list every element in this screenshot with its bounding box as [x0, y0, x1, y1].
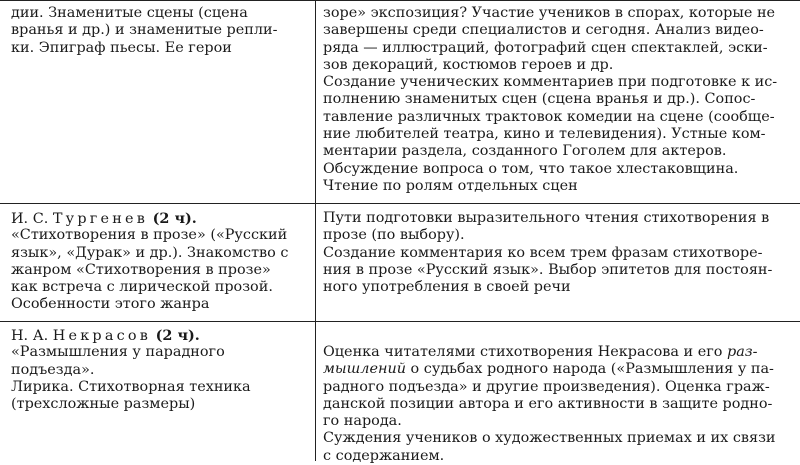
row2-left-line: язык», «Дурак» и др.). Знакомство с [11, 244, 289, 261]
author-heading [11, 327, 251, 344]
row1-right-line: Обсуждение вопроса о том, что такое хлестаковщина. [323, 160, 739, 177]
row2-left-line: Особенности этого жанра [11, 296, 210, 313]
row1-left-line: вранья и др.) и знаменитые репли- [11, 22, 278, 39]
row3-right-line: Суждения учеников о художественных приемах и их связи [323, 430, 776, 447]
author-heading [11, 210, 288, 227]
table-top-rule [0, 0, 800, 1]
row1-right-line: зоре» экспозиция? Участие учеников в спорах, которые не [323, 5, 776, 21]
row3-right-line [323, 344, 776, 361]
hours-label: (2 ч). [155, 327, 200, 344]
row-divider-2 [0, 321, 800, 322]
row1-left-line: дии. Знаменитые сцены (сцена [11, 5, 248, 21]
row-divider-1 [0, 203, 800, 204]
row1-right-line: зов декораций, костюмов героев и др. [323, 56, 614, 73]
row1-right-cell [323, 5, 777, 195]
row2-right-line: прозе (по выбору). [323, 227, 465, 244]
row2-left-line: жанром «Стихотворения в прозе» [11, 261, 271, 278]
row1-right-line: завершены среди специалистов и сегодня. Анализ видео- [323, 22, 764, 39]
row3-right-cell [323, 344, 776, 465]
row1-right-line: ряда — иллюстраций, фотографий сцен спектаклей, эски- [323, 39, 768, 56]
row2-right-line: ния в прозе «Русский язык». Выбор эпитетов для постоян- [323, 261, 773, 278]
row1-left-line: ки. Эпиграф пьесы. Ее герои [11, 39, 232, 56]
row3-left-line: Лирика. Стихотворная техника [11, 378, 251, 395]
row1-right-line: тавление различных трактовок комедии на сцене (сообще- [323, 108, 775, 125]
row3-left-line: «Размышления у парадного [11, 344, 225, 361]
row2-right-line: Создание комментария ко всем трем фразам стихотворе- [323, 244, 763, 261]
row3-italic-text: раз- [727, 344, 758, 360]
author-surname: Некрасов [52, 328, 152, 344]
row3-left-line: подъезда». [11, 361, 95, 378]
row1-right-line: полнению знаменитых сцен (сцена вранья и др.). Сопос- [323, 91, 756, 108]
row2-right-line: Пути подготовки выразительного чтения стихотворения в [323, 210, 770, 226]
row1-right-line: Чтение по ролям отдельных сцен [323, 177, 578, 194]
row1-right-line: ние любителей театра, кино и телевидения). Устные ком- [323, 126, 766, 143]
hours-label: (2 ч). [152, 210, 197, 227]
row3-right-line [323, 361, 776, 378]
row2-left-line: «Стихотворения в прозе» («Русский [11, 227, 288, 244]
row2-right-cell [323, 210, 772, 296]
author-initials: И. С. [11, 211, 49, 227]
row1-left-cell [11, 5, 277, 57]
row2-right-line: ного употребления в своей речи [323, 279, 571, 296]
author-surname: Тургенев [52, 211, 149, 227]
column-divider [315, 0, 316, 461]
row3-italic-text: мышлений [323, 361, 406, 378]
row3-text: о судьбах родного народа («Размышления у па- [405, 361, 774, 378]
row3-right-line: с содержанием. [323, 447, 445, 464]
author-initials: Н. А. [11, 328, 49, 344]
row2-left-cell [11, 210, 288, 314]
row3-right-line: радного подъезда» и другие произведения). Оценка граж- [323, 378, 770, 395]
row3-text: Оценка читателями стихотворения Некрасова и его [323, 344, 727, 360]
row1-right-line: ментарии раздела, созданного Гоголем для актеров. [323, 143, 727, 160]
row3-right-line: го народа. [323, 413, 402, 430]
row3-left-cell [11, 327, 251, 413]
row1-right-line: Создание ученических комментариев при подготовке к ис- [323, 74, 778, 91]
row3-left-line: (трехсложные размеры) [11, 396, 196, 413]
row3-right-line: данской позиции автора и его активности в защите родно- [323, 395, 773, 412]
row2-left-line: как встреча с лирической прозой. [11, 279, 273, 296]
